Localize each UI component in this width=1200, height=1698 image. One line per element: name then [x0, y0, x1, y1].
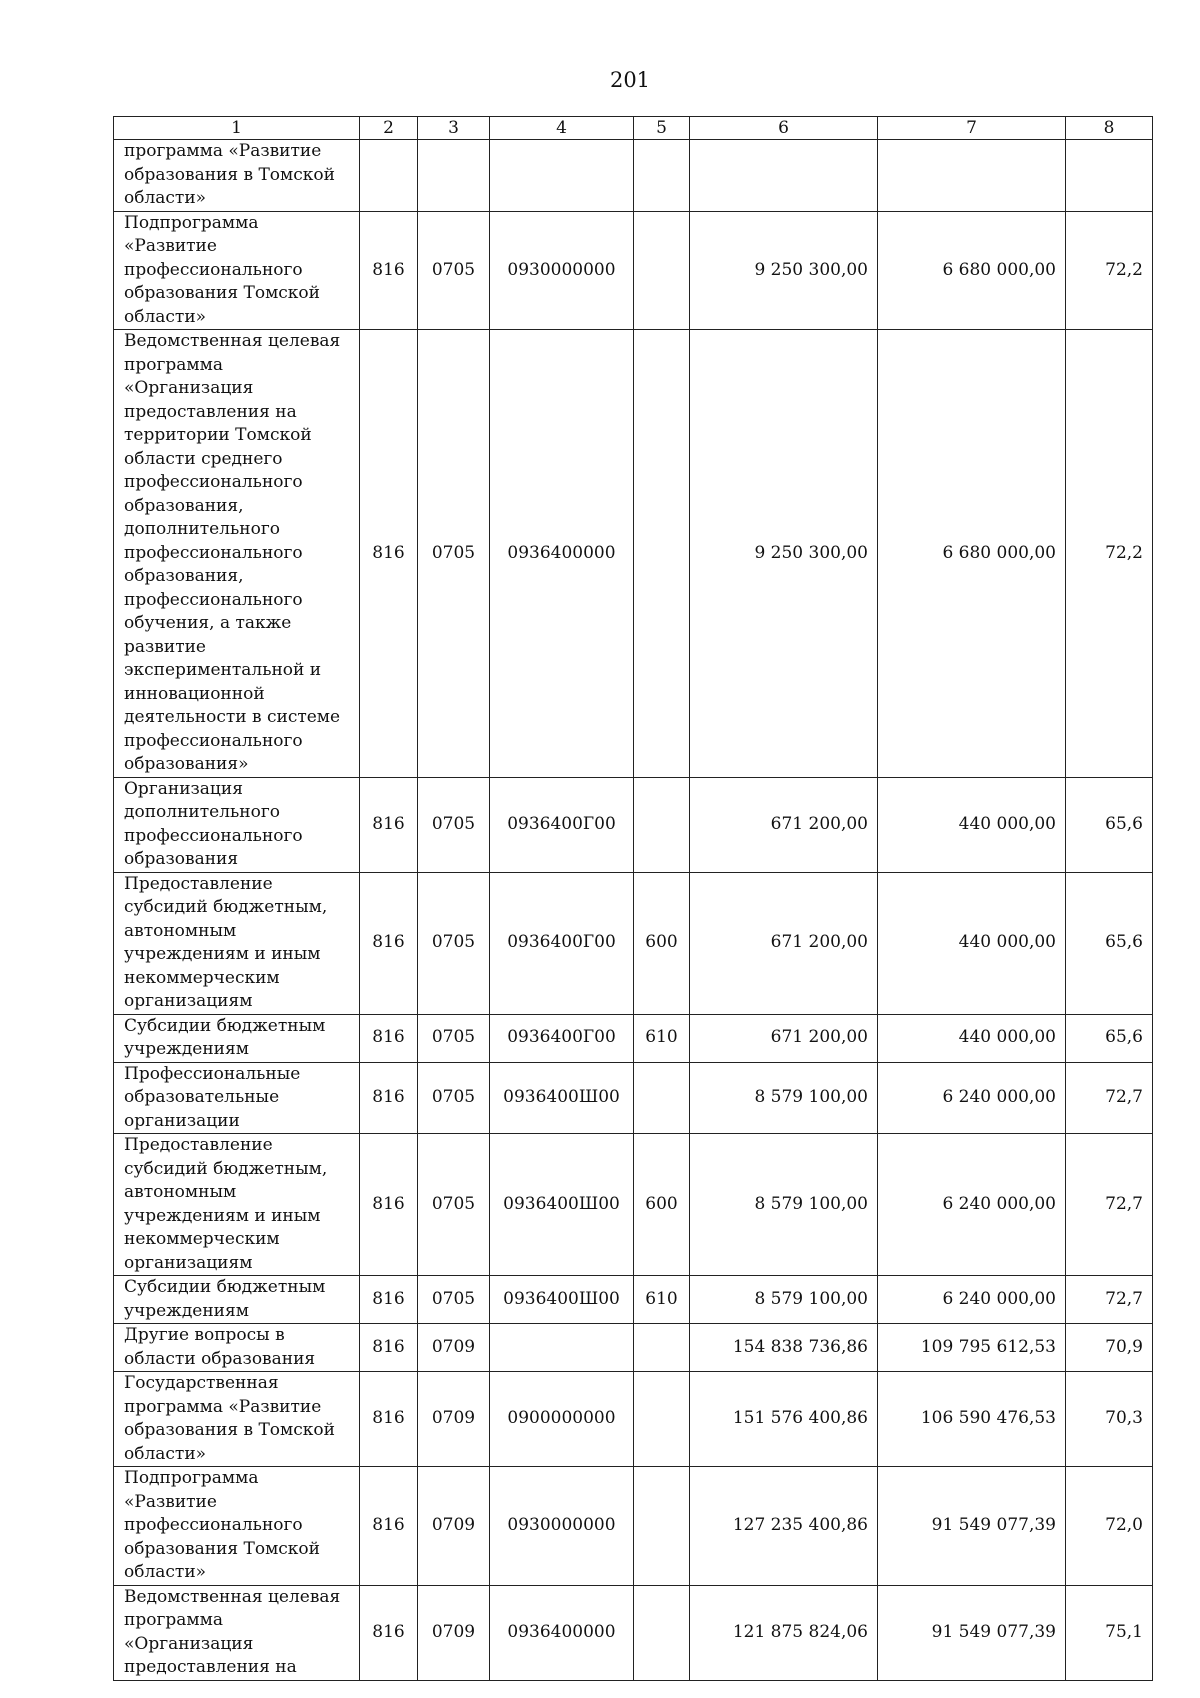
row-name-cell: Ведомственная целевая программа «Организация предоставления на — [114, 1585, 360, 1680]
row-name-cell: Предоставление субсидий бюджетным, автономным учреждениям и иным некоммерческим организациям — [114, 1134, 360, 1276]
target-article-cell — [490, 1324, 634, 1372]
table-row — [114, 1467, 1153, 1586]
expense-type-cell — [634, 330, 690, 778]
actual-amount-cell: 6 240 000,00 — [878, 1062, 1066, 1134]
target-article-cell: 0930000000 — [490, 211, 634, 330]
target-article-cell: 0936400Г00 — [490, 777, 634, 872]
plan-amount-cell — [690, 140, 878, 212]
expense-type-cell — [634, 1467, 690, 1586]
plan-amount-cell: 9 250 300,00 — [690, 211, 878, 330]
row-name-cell: Субсидии бюджетным учреждениям — [114, 1276, 360, 1324]
expense-type-cell — [634, 1062, 690, 1134]
percent-cell — [1066, 140, 1153, 212]
ministry-code-cell: 816 — [360, 1372, 418, 1467]
actual-amount-cell: 440 000,00 — [878, 1014, 1066, 1062]
ministry-code-cell: 816 — [360, 1467, 418, 1586]
ministry-code-cell: 816 — [360, 330, 418, 778]
section-code-cell: 0709 — [418, 1372, 490, 1467]
table-row — [114, 1134, 1153, 1276]
percent-cell: 72,2 — [1066, 211, 1153, 330]
row-name-cell: Профессиональные образовательные организации — [114, 1062, 360, 1134]
actual-amount-cell: 6 680 000,00 — [878, 330, 1066, 778]
ministry-code-cell: 816 — [360, 1134, 418, 1276]
expense-type-cell — [634, 211, 690, 330]
expense-type-cell — [634, 1324, 690, 1372]
plan-amount-cell: 671 200,00 — [690, 872, 878, 1014]
column-header: 7 — [878, 117, 1066, 140]
table-row — [114, 330, 1153, 778]
section-code-cell: 0705 — [418, 211, 490, 330]
actual-amount-cell: 6 680 000,00 — [878, 211, 1066, 330]
table-row — [114, 1062, 1153, 1134]
expense-type-cell: 610 — [634, 1014, 690, 1062]
target-article-cell: 0900000000 — [490, 1372, 634, 1467]
section-code-cell: 0705 — [418, 777, 490, 872]
actual-amount-cell: 6 240 000,00 — [878, 1134, 1066, 1276]
actual-amount-cell: 91 549 077,39 — [878, 1467, 1066, 1586]
ministry-code-cell — [360, 140, 418, 212]
actual-amount-cell: 91 549 077,39 — [878, 1585, 1066, 1680]
target-article-cell: 0936400Г00 — [490, 1014, 634, 1062]
section-code-cell: 0705 — [418, 1062, 490, 1134]
target-article-cell: 0936400Г00 — [490, 872, 634, 1014]
percent-cell: 72,7 — [1066, 1062, 1153, 1134]
plan-amount-cell: 8 579 100,00 — [690, 1062, 878, 1134]
section-code-cell: 0709 — [418, 1324, 490, 1372]
actual-amount-cell: 109 795 612,53 — [878, 1324, 1066, 1372]
plan-amount-cell: 127 235 400,86 — [690, 1467, 878, 1586]
percent-cell: 70,3 — [1066, 1372, 1153, 1467]
row-name-cell: Другие вопросы в области образования — [114, 1324, 360, 1372]
row-name-cell: Государственная программа «Развитие образования в Томской области» — [114, 1372, 360, 1467]
plan-amount-cell: 671 200,00 — [690, 777, 878, 872]
target-article-cell: 0936400000 — [490, 330, 634, 778]
percent-cell: 65,6 — [1066, 777, 1153, 872]
percent-cell: 72,2 — [1066, 330, 1153, 778]
section-code-cell: 0705 — [418, 1276, 490, 1324]
table-row — [114, 140, 1153, 212]
ministry-code-cell: 816 — [360, 211, 418, 330]
column-header: 8 — [1066, 117, 1153, 140]
column-header: 2 — [360, 117, 418, 140]
column-header: 6 — [690, 117, 878, 140]
plan-amount-cell: 121 875 824,06 — [690, 1585, 878, 1680]
row-name-cell: Ведомственная целевая программа «Организация предоставления на территории Томской области среднего профессионального образования, дополнительного профессионального образования, профессионального обучения, а также развитие экспериментальной и инновационной деятельности в системе профессионального образования» — [114, 330, 360, 778]
actual-amount-cell: 440 000,00 — [878, 777, 1066, 872]
actual-amount-cell — [878, 140, 1066, 212]
ministry-code-cell: 816 — [360, 1062, 418, 1134]
plan-amount-cell: 8 579 100,00 — [690, 1276, 878, 1324]
table-row — [114, 1276, 1153, 1324]
plan-amount-cell: 154 838 736,86 — [690, 1324, 878, 1372]
target-article-cell: 0936400Ш00 — [490, 1276, 634, 1324]
column-header: 3 — [418, 117, 490, 140]
row-name-cell: программа «Развитие образования в Томской области» — [114, 140, 360, 212]
actual-amount-cell: 106 590 476,53 — [878, 1372, 1066, 1467]
plan-amount-cell: 671 200,00 — [690, 1014, 878, 1062]
actual-amount-cell: 6 240 000,00 — [878, 1276, 1066, 1324]
table-row — [114, 1372, 1153, 1467]
ministry-code-cell: 816 — [360, 872, 418, 1014]
table-row — [114, 211, 1153, 330]
plan-amount-cell: 8 579 100,00 — [690, 1134, 878, 1276]
expense-type-cell — [634, 777, 690, 872]
percent-cell: 72,0 — [1066, 1467, 1153, 1586]
expense-type-cell — [634, 140, 690, 212]
expense-type-cell — [634, 1372, 690, 1467]
section-code-cell: 0709 — [418, 1585, 490, 1680]
expense-type-cell — [634, 1585, 690, 1680]
table-row — [114, 777, 1153, 872]
percent-cell: 72,7 — [1066, 1276, 1153, 1324]
section-code-cell — [418, 140, 490, 212]
table-row — [114, 1585, 1153, 1680]
row-name-cell: Субсидии бюджетным учреждениям — [114, 1014, 360, 1062]
ministry-code-cell: 816 — [360, 1014, 418, 1062]
percent-cell: 65,6 — [1066, 872, 1153, 1014]
percent-cell: 65,6 — [1066, 1014, 1153, 1062]
target-article-cell: 0936400Ш00 — [490, 1134, 634, 1276]
target-article-cell: 0936400Ш00 — [490, 1062, 634, 1134]
expense-type-cell: 610 — [634, 1276, 690, 1324]
target-article-cell: 0936400000 — [490, 1585, 634, 1680]
table-row — [114, 1324, 1153, 1372]
ministry-code-cell: 816 — [360, 1585, 418, 1680]
percent-cell: 70,9 — [1066, 1324, 1153, 1372]
plan-amount-cell: 9 250 300,00 — [690, 330, 878, 778]
row-name-cell: Организация дополнительного профессионального образования — [114, 777, 360, 872]
column-header: 5 — [634, 117, 690, 140]
section-code-cell: 0709 — [418, 1467, 490, 1586]
section-code-cell: 0705 — [418, 1014, 490, 1062]
target-article-cell — [490, 140, 634, 212]
actual-amount-cell: 440 000,00 — [878, 872, 1066, 1014]
percent-cell: 72,7 — [1066, 1134, 1153, 1276]
table-row — [114, 1014, 1153, 1062]
budget-table — [113, 116, 1153, 1681]
plan-amount-cell: 151 576 400,86 — [690, 1372, 878, 1467]
ministry-code-cell: 816 — [360, 1276, 418, 1324]
column-header: 4 — [490, 117, 634, 140]
expense-type-cell: 600 — [634, 872, 690, 1014]
ministry-code-cell: 816 — [360, 1324, 418, 1372]
row-name-cell: Подпрограмма «Развитие профессионального образования Томской области» — [114, 1467, 360, 1586]
page-number: 201 — [609, 68, 651, 92]
target-article-cell: 0930000000 — [490, 1467, 634, 1586]
table-header-row — [114, 117, 1153, 140]
ministry-code-cell: 816 — [360, 777, 418, 872]
percent-cell: 75,1 — [1066, 1585, 1153, 1680]
column-header: 1 — [114, 117, 360, 140]
section-code-cell: 0705 — [418, 1134, 490, 1276]
expense-type-cell: 600 — [634, 1134, 690, 1276]
section-code-cell: 0705 — [418, 330, 490, 778]
section-code-cell: 0705 — [418, 872, 490, 1014]
row-name-cell: Предоставление субсидий бюджетным, автономным учреждениям и иным некоммерческим организациям — [114, 872, 360, 1014]
table-row — [114, 872, 1153, 1014]
row-name-cell: Подпрограмма «Развитие профессионального образования Томской области» — [114, 211, 360, 330]
